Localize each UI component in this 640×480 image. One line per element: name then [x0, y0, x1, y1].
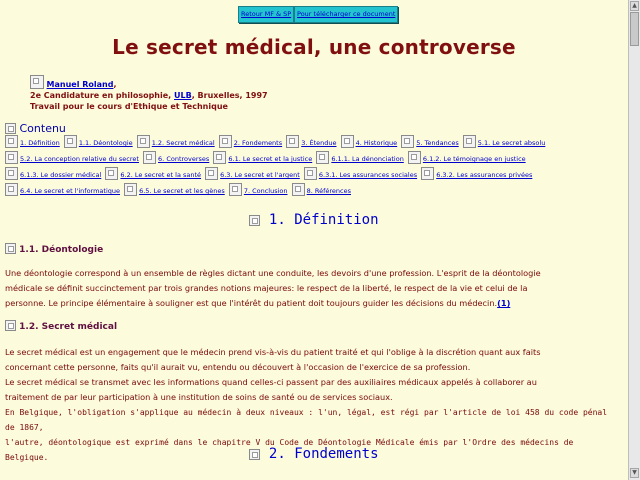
toc-item-icon — [124, 183, 137, 196]
toc-item-icon — [463, 135, 476, 148]
toc-item-icon — [421, 167, 434, 180]
subsection-1-1-icon — [5, 243, 16, 254]
toc-link[interactable]: 8. Références — [306, 187, 351, 195]
toc-item[interactable] — [219, 139, 282, 147]
toc-link[interactable]: 6.1.3. Le dossier médical — [20, 171, 102, 179]
toc-item[interactable] — [421, 171, 532, 179]
section-1-icon — [249, 215, 260, 226]
toc-item[interactable] — [341, 139, 398, 147]
toc-item[interactable] — [143, 155, 209, 163]
toc-item[interactable] — [105, 171, 201, 179]
toc-link[interactable]: 5.2. La conception relative du secret — [20, 155, 139, 163]
toc-link[interactable]: 6.1. Le secret et la justice — [228, 155, 313, 163]
toc-item-icon — [401, 135, 414, 148]
toc-link[interactable]: 6.4. Le secret et l'informatique — [20, 187, 121, 195]
author-block: Manuel Roland, 2e Candidature en philosophie, ULB, Bruxelles, 1997 Travail pour le cours d'Ethique et Technique — [30, 75, 268, 112]
paragraph-line: traitement de par leur participation à une institution de soins de santé ou de services sociaux. — [5, 392, 393, 402]
toc-link[interactable]: 6. Controverses — [158, 155, 210, 163]
toc-heading-icon — [5, 123, 16, 134]
subsection-1-1-title: 1.1. Déontologie — [19, 245, 104, 255]
toc-link[interactable]: 6.3. Le secret et l'argent — [220, 171, 300, 179]
paragraph-line: médicale se définit succinctement par trois grandes notions majeures: le respect de la liberté, le respect de la vie et celui de la — [5, 283, 528, 293]
toc-item[interactable] — [316, 155, 404, 163]
toc-item-icon — [229, 183, 242, 196]
toc-link[interactable]: 2. Fondements — [233, 139, 283, 147]
subsection-1-1-heading — [5, 243, 103, 255]
toc-link[interactable]: 6.1.2. Le témoignage en justice — [422, 155, 526, 163]
scroll-down-icon[interactable]: ▼ — [630, 468, 639, 478]
back-button[interactable]: Retour MF & SP — [238, 6, 294, 23]
scroll-thumb[interactable] — [630, 12, 639, 46]
toc-item[interactable] — [5, 187, 120, 195]
toc-link[interactable]: 3. Étendue — [301, 139, 337, 147]
paragraph-line: l'autre, déontologique est exprimé dans le chapitre V du Code de Déontologie Médicale émis par l'Ordre des médecins de Belgique. — [5, 438, 574, 462]
toc-item[interactable] — [124, 187, 225, 195]
author-course-suffix: , Bruxelles, 1997 — [191, 91, 268, 100]
section-2-title: 2. Fondements — [268, 446, 379, 462]
toc-item[interactable] — [64, 139, 133, 147]
toc-item-icon — [205, 167, 218, 180]
toc-item[interactable] — [304, 171, 417, 179]
subsection-1-2-heading — [5, 320, 117, 332]
download-button[interactable]: Pour télécharger ce document — [294, 6, 398, 23]
footnote-link[interactable]: (1) — [497, 298, 511, 308]
toc-link[interactable]: 7. Conclusion — [243, 187, 288, 195]
toc-item[interactable] — [286, 139, 336, 147]
paragraph-line: Le secret médical se transmet avec les informations quand celles-ci passent par des auxiliaires médicaux appelés à collaborer au — [5, 377, 537, 387]
toc-heading-label: Contenu — [19, 122, 66, 135]
section-1-heading — [0, 212, 628, 228]
toc-item[interactable] — [205, 171, 300, 179]
toc-item-icon — [137, 135, 150, 148]
author-course-line: Travail pour le cours d'Ethique et Technique — [30, 102, 228, 111]
toc-item-icon — [5, 151, 18, 164]
toc-link[interactable]: 1.2. Secret médical — [151, 139, 215, 147]
toc-item-icon — [316, 151, 329, 164]
toc-item-icon — [213, 151, 226, 164]
subsection-1-2-icon — [5, 320, 16, 331]
toc-item[interactable] — [463, 139, 546, 147]
paragraph-line: concernant cette personne, faits qu'il aurait vu, entendu ou découvert à l'occasion de l'exercice de sa profession. — [5, 362, 471, 372]
section-2-icon — [249, 449, 260, 460]
toc-item[interactable] — [5, 155, 139, 163]
toc-item[interactable] — [229, 187, 288, 195]
toc-link[interactable]: 6.3.1. Les assurances sociales — [318, 171, 418, 179]
section-1-title: 1. Définition — [268, 212, 379, 228]
ulb-link[interactable]: ULB — [174, 91, 192, 100]
section-2-heading — [0, 446, 628, 462]
toc-link[interactable]: 6.1.1. La dénonciation — [331, 155, 404, 163]
toc-heading — [5, 122, 66, 135]
subsection-1-2-title: 1.2. Secret médical — [19, 322, 118, 332]
toc-item-icon — [105, 167, 118, 180]
toc-item-icon — [341, 135, 354, 148]
toc-link[interactable]: 6.2. Le secret et la santé — [120, 171, 202, 179]
toc-item-icon — [292, 183, 305, 196]
deontologie-paragraph — [5, 266, 617, 311]
paragraph-line: Le secret médical est un engagement que le médecin prend vis-à-vis du patient traité et qui l'oblige à la discrétion quant aux faits — [5, 347, 541, 357]
toc-item[interactable] — [137, 139, 215, 147]
scroll-up-icon[interactable]: ▲ — [630, 1, 639, 11]
toc-link[interactable]: 1.1. Déontologie — [78, 139, 133, 147]
vertical-scrollbar[interactable] — [628, 0, 640, 480]
toc-item-icon — [5, 167, 18, 180]
toc-item[interactable] — [292, 187, 351, 195]
toc-item-icon — [286, 135, 299, 148]
toc-item[interactable] — [5, 139, 60, 147]
paragraph-line: personne. Le principe élémentaire à souligner est que l'intérêt du patient doit toujours guider les décisions du médecin. — [5, 298, 498, 308]
toc-item-icon — [5, 135, 18, 148]
toc-item[interactable] — [5, 171, 101, 179]
paragraph-line: Une déontologie correspond à un ensemble de règles dictant une conduite, les devoirs d'une profession. L'esprit de la déontologie — [5, 268, 541, 278]
author-course-prefix: 2e Candidature en philosophie, — [30, 91, 174, 100]
author-image-icon — [30, 75, 44, 89]
toc-item-icon — [64, 135, 77, 148]
table-of-contents — [5, 135, 620, 199]
toc-item-icon — [5, 183, 18, 196]
toc-item-icon — [219, 135, 232, 148]
toc-item-icon — [408, 151, 421, 164]
toc-item[interactable] — [401, 139, 458, 147]
toc-item[interactable] — [213, 155, 312, 163]
toc-link[interactable]: 6.3.2. Les assurances privées — [436, 171, 533, 179]
toc-item-icon — [143, 151, 156, 164]
toc-link[interactable]: 4. Historique — [355, 139, 398, 147]
paragraph-line: En Belgique, l'obligation s'applique au médecin à deux niveaux : l'un, légal, est régi par l'article de loi 458 du code pénal de 1867, — [5, 408, 608, 432]
toc-link[interactable]: 1. Définition — [20, 139, 60, 147]
toc-link[interactable]: 5. Tendances — [416, 139, 459, 147]
toc-link[interactable]: 5.1. Le secret absolu — [477, 139, 546, 147]
toc-link[interactable]: 6.5. Le secret et les gènes — [139, 187, 225, 195]
toc-item-icon — [304, 167, 317, 180]
page-title: Le secret médical, une controverse — [112, 35, 516, 59]
author-link[interactable]: Manuel Roland — [46, 80, 114, 89]
toc-item[interactable] — [408, 155, 526, 163]
